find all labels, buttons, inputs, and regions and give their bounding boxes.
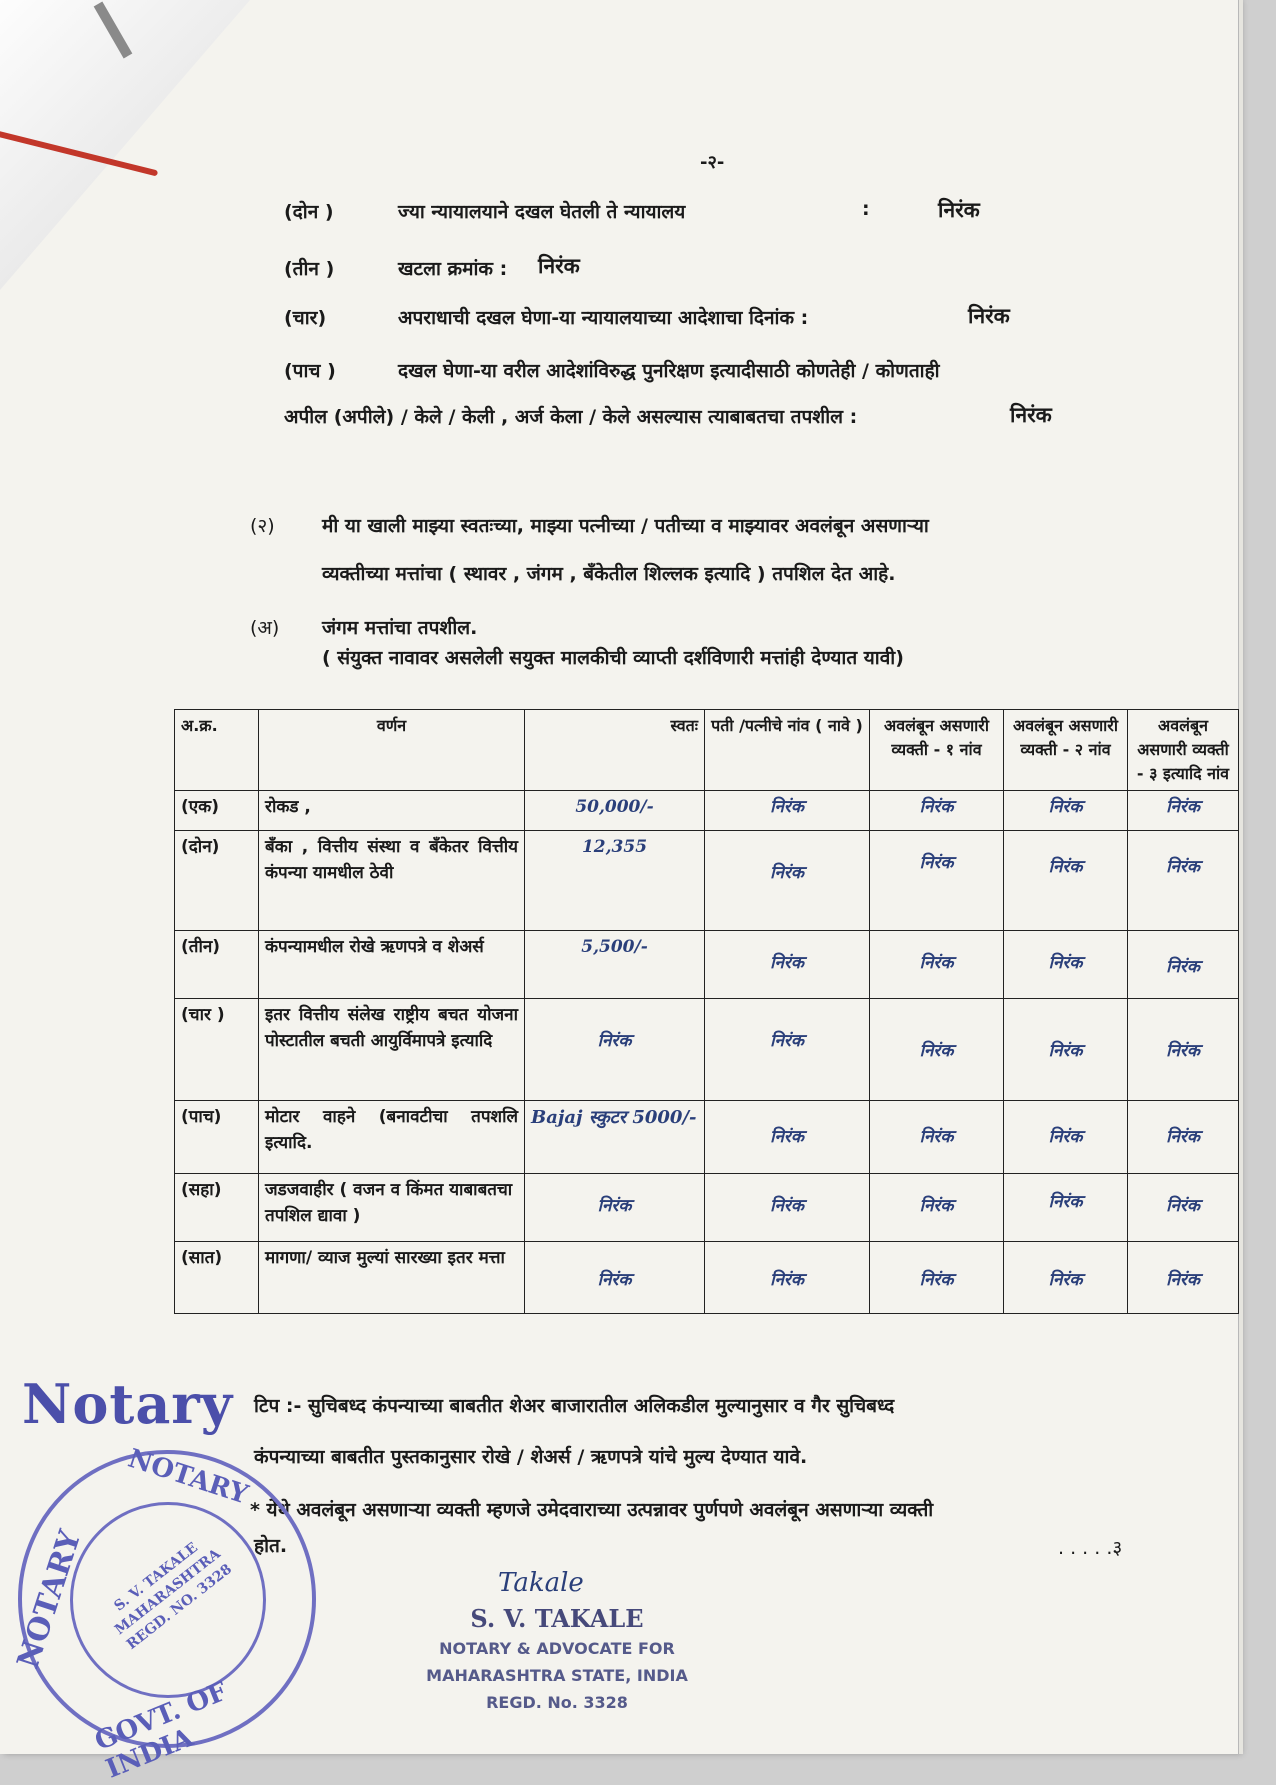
row-description: मोटार वाहने (बनावटीचा तपशलि इत्यादि. bbox=[259, 1101, 525, 1174]
star-note-line2: होत. bbox=[254, 1535, 288, 1557]
header-description: वर्णन bbox=[259, 710, 525, 791]
row-spouse-value: निरंक bbox=[705, 931, 870, 999]
row-dependent2-value: निरंक bbox=[1004, 831, 1128, 931]
table-row bbox=[175, 999, 1239, 1101]
row-dependent1-value: निरंक bbox=[870, 1174, 1004, 1242]
item-text-don: ज्या न्यायालयाने दखल घेतली ते न्यायालय bbox=[398, 201, 686, 223]
item-line1-pach: दखल घेणा-या वरील आदेशांविरुद्ध पुनरिक्षण इत्यादीसाठी कोणतेही / कोणताही bbox=[398, 360, 940, 382]
notary-seal bbox=[10, 1443, 316, 1785]
row-dependent3-value: निरंक bbox=[1128, 1101, 1239, 1174]
header-serial: अ.क्र. bbox=[175, 710, 259, 791]
item-label-don: (दोन ) bbox=[284, 201, 334, 223]
row-dependent1-value: निरंक bbox=[870, 791, 1004, 831]
header-dependent-2: अवलंबून असणारी व्यक्ती - २ नांव bbox=[1004, 710, 1128, 791]
item-text-teen: खटला क्रमांक : bbox=[398, 258, 508, 280]
row-spouse-value: निरंक bbox=[705, 831, 870, 931]
section2-line2: व्यक्तीच्या मत्तांचा ( स्थावर , जंगम , बँकेतील शिल्लक इत्यादि ) तपशिल देत आहे. bbox=[322, 563, 896, 585]
row-self-value: निरंक bbox=[525, 1174, 705, 1242]
row-dependent3-value: निरंक bbox=[1128, 1174, 1239, 1242]
row-spouse-value: निरंक bbox=[705, 1174, 870, 1242]
row-dependent1-value: निरंक bbox=[870, 999, 1004, 1101]
row-dependent3-value: निरंक bbox=[1128, 999, 1239, 1101]
section-a-note: ( संयुक्त नावावर असलेली सयुक्त मालकीची व्याप्ती दर्शविणारी मत्तांही देण्यात यावी) bbox=[322, 647, 904, 669]
table-row bbox=[175, 931, 1239, 999]
page-number: -२- bbox=[700, 152, 725, 173]
row-serial: (एक) bbox=[175, 791, 259, 831]
item-value-don: निरंक bbox=[938, 198, 980, 222]
row-description: कंपन्यामधील रोखे ऋणपत्रे व शेअर्स bbox=[259, 931, 525, 999]
row-description: बँका , वित्तीय संस्था व बँकेतर वित्तीय कंपन्या यामधील ठेवी bbox=[259, 831, 525, 931]
advocate-regd: REGD. No. 3328 bbox=[486, 1693, 628, 1712]
movable-assets-table bbox=[174, 709, 1239, 1314]
table-row bbox=[175, 1242, 1239, 1314]
row-dependent1-value: निरंक bbox=[870, 1242, 1004, 1314]
header-spouse: पती /पत्नीचे नांव ( नावे ) bbox=[705, 710, 870, 791]
signature: Takale bbox=[498, 1568, 584, 1598]
item-label-char: (चार) bbox=[284, 307, 327, 329]
row-dependent2-value: निरंक bbox=[1004, 1101, 1128, 1174]
header-dependent-1: अवलंबून असणारी व्यक्ती - १ नांव bbox=[870, 710, 1004, 791]
item-value-char: निरंक bbox=[968, 304, 1010, 328]
row-dependent1-value: निरंक bbox=[870, 831, 1004, 931]
tip-line1: टिप :- सुचिबध्द कंपन्याच्या बाबतीत शेअर बाजारातील अलिकडील मुल्यानुसार व गैर सुचिबध्द bbox=[254, 1395, 895, 1417]
star-note-line1: * येथे अवलंबून असणाऱ्या व्यक्ती म्हणजे उमेदवाराच्या उत्पन्नावर पुर्णपणे अवलंबून असणाऱ्या व्यक्ती bbox=[250, 1499, 934, 1521]
row-serial: (सहा) bbox=[175, 1174, 259, 1242]
continued-marker: . . . . .३ bbox=[1058, 1537, 1123, 1559]
table-row bbox=[175, 1174, 1239, 1242]
table-row bbox=[175, 1101, 1239, 1174]
table-row bbox=[175, 831, 1239, 931]
row-dependent3-value: निरंक bbox=[1128, 931, 1239, 999]
row-description: जडजवाहीर ( वजन व किंमत याबाबतचा तपशिल द्यावा ) bbox=[259, 1174, 525, 1242]
row-dependent2-value: निरंक bbox=[1004, 791, 1128, 831]
row-dependent3-value: निरंक bbox=[1128, 831, 1239, 931]
seal-bottom-text: GOVT. OF INDIA bbox=[90, 1676, 232, 1785]
row-dependent2-value: निरंक bbox=[1004, 1242, 1128, 1314]
advocate-line2: MAHARASHTRA STATE, INDIA bbox=[426, 1666, 688, 1685]
row-self-value: Bajaj स्कुटर 5000/- bbox=[525, 1101, 705, 1174]
advocate-line1: NOTARY & ADVOCATE FOR bbox=[439, 1639, 675, 1658]
tip-line2: कंपन्याच्या बाबतीत पुस्तकानुसार रोखे / शेअर्स / ऋणपत्रे यांचे मुल्य देण्यात यावे. bbox=[254, 1446, 808, 1468]
row-spouse-value: निरंक bbox=[705, 1242, 870, 1314]
row-description: रोकड , bbox=[259, 791, 525, 831]
section2-label: (२) bbox=[250, 515, 275, 537]
table-row bbox=[175, 791, 1239, 831]
row-spouse-value: निरंक bbox=[705, 791, 870, 831]
row-dependent2-value: निरंक bbox=[1004, 999, 1128, 1101]
advocate-stamp bbox=[412, 1604, 702, 1712]
section-a-label: (अ) bbox=[250, 617, 280, 639]
row-dependent1-value: निरंक bbox=[870, 931, 1004, 999]
row-self-value: 50,000/- bbox=[525, 791, 705, 831]
row-spouse-value: निरंक bbox=[705, 999, 870, 1101]
row-description: मागणा/ व्याज मुल्यां सारख्या इतर मत्ता bbox=[259, 1242, 525, 1314]
row-self-value: निरंक bbox=[525, 1242, 705, 1314]
header-dependent-3: अवलंबून असणारी व्यक्ती - ३ इत्यादि नांव bbox=[1128, 710, 1239, 791]
row-serial: (दोन) bbox=[175, 831, 259, 931]
row-serial: (चार ) bbox=[175, 999, 259, 1101]
item-label-teen: (तीन ) bbox=[284, 258, 335, 280]
table-header-row bbox=[175, 710, 1239, 791]
row-spouse-value: निरंक bbox=[705, 1101, 870, 1174]
row-serial: (सात) bbox=[175, 1242, 259, 1314]
seal-left-text: NOTARY bbox=[10, 1526, 89, 1673]
header-self: स्वतः bbox=[525, 710, 705, 791]
row-serial: (पाच) bbox=[175, 1101, 259, 1174]
section-a-title: जंगम मत्तांचा तपशील. bbox=[322, 617, 478, 639]
item-label-pach: (पाच ) bbox=[284, 360, 336, 382]
seal-center-text: S. V. TAKALE MAHARASHTRA REGD. NO. 3328 bbox=[111, 1539, 235, 1653]
row-dependent2-value: निरंक bbox=[1004, 1174, 1128, 1242]
section2-line1: मी या खाली माझ्या स्वतःच्या, माझ्या पत्नीच्या / पतीच्या व माझ्यावर अवलंबून असणाऱ्या bbox=[322, 515, 929, 537]
item-line2-pach: अपील (अपीले) / केले / केली , अर्ज केला / केले असल्यास त्याबाबतचा तपशील : bbox=[284, 406, 858, 428]
advocate-name: S. V. TAKALE bbox=[470, 1604, 644, 1633]
notary-stamp-word: Notary bbox=[22, 1372, 234, 1436]
item-text-char: अपराधाची दखल घेणा-या न्यायालयाच्या आदेशाचा दिनांक : bbox=[398, 307, 809, 329]
seal-top-text: NOTARY bbox=[124, 1443, 252, 1511]
row-self-value: 5,500/- bbox=[525, 931, 705, 999]
row-self-value: 12,355 bbox=[525, 831, 705, 931]
row-self-value: निरंक bbox=[525, 999, 705, 1101]
row-dependent2-value: निरंक bbox=[1004, 931, 1128, 999]
row-dependent1-value: निरंक bbox=[870, 1101, 1004, 1174]
item-sep-don: : bbox=[862, 198, 870, 220]
row-description: इतर वित्तीय संलेख राष्ट्रीय बचत योजना पोस्टातील बचती आयुर्विमापत्रे इत्यादि bbox=[259, 999, 525, 1101]
row-dependent3-value: निरंक bbox=[1128, 791, 1239, 831]
item-value-teen: निरंक bbox=[538, 254, 580, 278]
item-value-pach: निरंक bbox=[1010, 403, 1052, 427]
row-dependent3-value: निरंक bbox=[1128, 1242, 1239, 1314]
row-serial: (तीन) bbox=[175, 931, 259, 999]
